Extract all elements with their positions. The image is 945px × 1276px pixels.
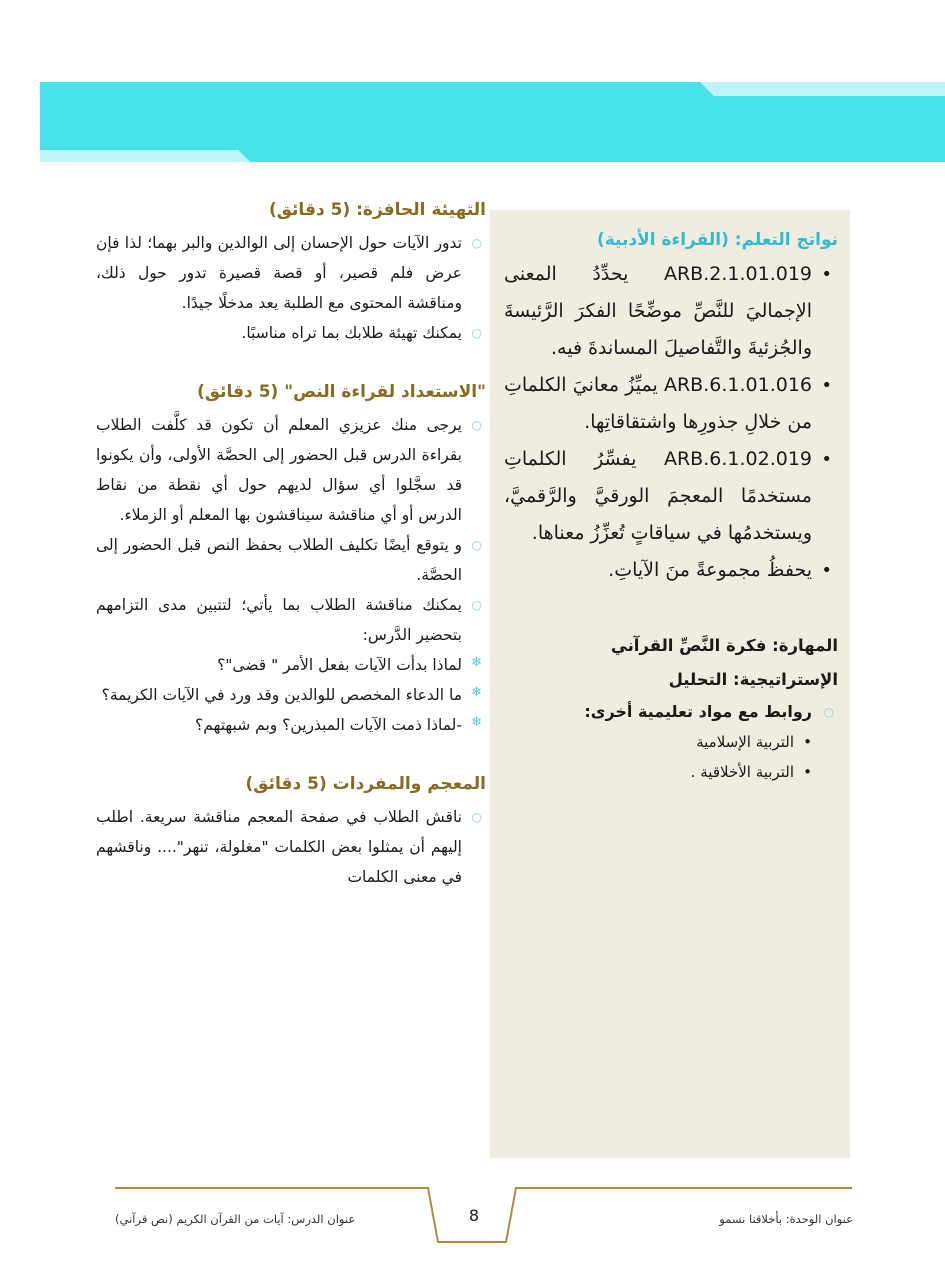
banner-light-strip [40, 150, 250, 162]
bullet-dot-icon: • [821, 264, 832, 285]
footer-unit-title: عنوان الوحدة: بأخلاقنا نسمو [719, 1212, 853, 1226]
outcome-item: • ARB.6.1.01.016 يميِّزُ معانيَ الكلماتِ من خلالِ جذورِها واشتقاقاتِها. [504, 367, 838, 441]
section-preparation [96, 382, 486, 740]
snowflake-icon: ❄ [471, 655, 482, 670]
bullet-icon: ○ [471, 810, 482, 824]
section-title-motivation: التهيئة الحافزة: (5 دقائق) [268, 200, 486, 220]
section-vocabulary [96, 774, 486, 892]
preparation-paragraph-3: ○ يمكنك مناقشة الطلاب بما يأتي؛ لتتبين مدى التزامهم بتحضير الدَّرس: [96, 590, 486, 650]
bullet-dot-icon: • [821, 449, 832, 470]
header-banner [0, 0, 945, 170]
link-item: • التربية الأخلاقية . [504, 757, 838, 787]
outcomes-heading: نواتج التعلم: (القراءة الأدبية) [596, 230, 838, 250]
outcome-item: • ARB.6.1.02.019 يفسِّرُ الكلماتِ مستخدمًا المعجمَ الورقيَّ والرَّقميَّ، ويستخدمُها في سياقاتٍ تُعزِّزُ معناها. [504, 441, 838, 552]
page-number: 8 [468, 1206, 480, 1225]
bullet-dot-icon: • [821, 560, 832, 581]
bullet-dot-icon: • [803, 763, 812, 781]
bullet-icon: ○ [471, 326, 482, 340]
strategy-line: الإستراتيجية: التحليل [668, 670, 838, 689]
snowflake-icon: ❄ [471, 685, 482, 700]
motivation-paragraph-2: ○ يمكنك تهيئة طلابك بما تراه مناسبًا. [96, 318, 486, 348]
bullet-icon: ○ [471, 418, 482, 432]
outcome-item: • يحفظُ مجموعةً منَ الآياتِ. [504, 552, 838, 589]
section-motivation [96, 200, 486, 348]
snowflake-icon: ❄ [471, 715, 482, 730]
question-item: ❄ -لماذا ذمت الآيات المبذرين؟ وبم شبهتهم؟ [96, 710, 486, 740]
bullet-dot-icon: • [803, 733, 812, 751]
bullet-dot-icon: • [821, 375, 832, 396]
link-item: • التربية الإسلامية [504, 727, 838, 757]
bullet-icon: ○ [823, 705, 834, 719]
question-item: ❄ ما الدعاء المخصص للوالدين وقد ورد في الآيات الكريمة؟ [96, 680, 486, 710]
skill-line: المهارة: فكرة النَّصِّ القرآني [610, 636, 838, 655]
motivation-paragraph: ○ تدور الآيات حول الإحسان إلى الوالدين والبر بهما؛ لذا فإن عرض فلم قصير، أو قصة قصيرة تدور حول ذلك، ومناقشة المحتوى مع الطلبة يعد مدخلًا جيدًا. [96, 228, 486, 318]
section-title-preparation: "الاستعداد لقراءة النص" (5 دقائق) [197, 382, 486, 402]
vocabulary-paragraph: ○ ناقش الطلاب في صفحة المعجم مناقشة سريعة. اطلب إليهم أن يمثلوا بعض الكلمات "مغلولة، تنهر".... وناقشهم في معنى الكلمات [96, 802, 486, 892]
preparation-paragraph: ○ يرجى منك عزيزي المعلم أن تكون قد كلَّفت الطلاب بقراءة الدرس قبل الحضور إلى الحصَّة الأولى، وأن يكونوا قد سجَّلوا أي سؤال لديهم حول أي نقطة من نقاط الدرس أو أي مناقشة سيناقشون بها المعلم أو الزملاء. [96, 410, 486, 530]
left-column [96, 200, 486, 926]
bullet-icon: ○ [471, 598, 482, 612]
footer-lesson-title: عنوان الدرس: آيات من القرآن الكريم (نص قرآني) [115, 1212, 356, 1226]
links-title: ○ روابط مع مواد تعليمية أخرى: [504, 697, 838, 727]
preparation-paragraph-2: ○ و يتوقع أيضًا تكليف الطلاب بحفظ النص قبل الحضور إلى الحصَّة. [96, 530, 486, 590]
learning-outcomes-panel [490, 210, 850, 1158]
section-title-vocabulary: المعجم والمفردات (5 دقائق) [245, 774, 486, 794]
banner-top-strip [700, 82, 945, 96]
question-item: ❄ لماذا بدأت الآيات بفعل الأمر " قضى"؟ [96, 650, 486, 680]
bullet-icon: ○ [471, 236, 482, 250]
bullet-icon: ○ [471, 538, 482, 552]
outcome-item: • ARB.2.1.01.019 يحدِّدُ المعنى الإجماليَ للنَّصِّ موضِّحًا الفكرَ الرَّئيسةَ والجُزئيةَ والتَّفاصيلَ المساندةَ فيه. [504, 256, 838, 367]
